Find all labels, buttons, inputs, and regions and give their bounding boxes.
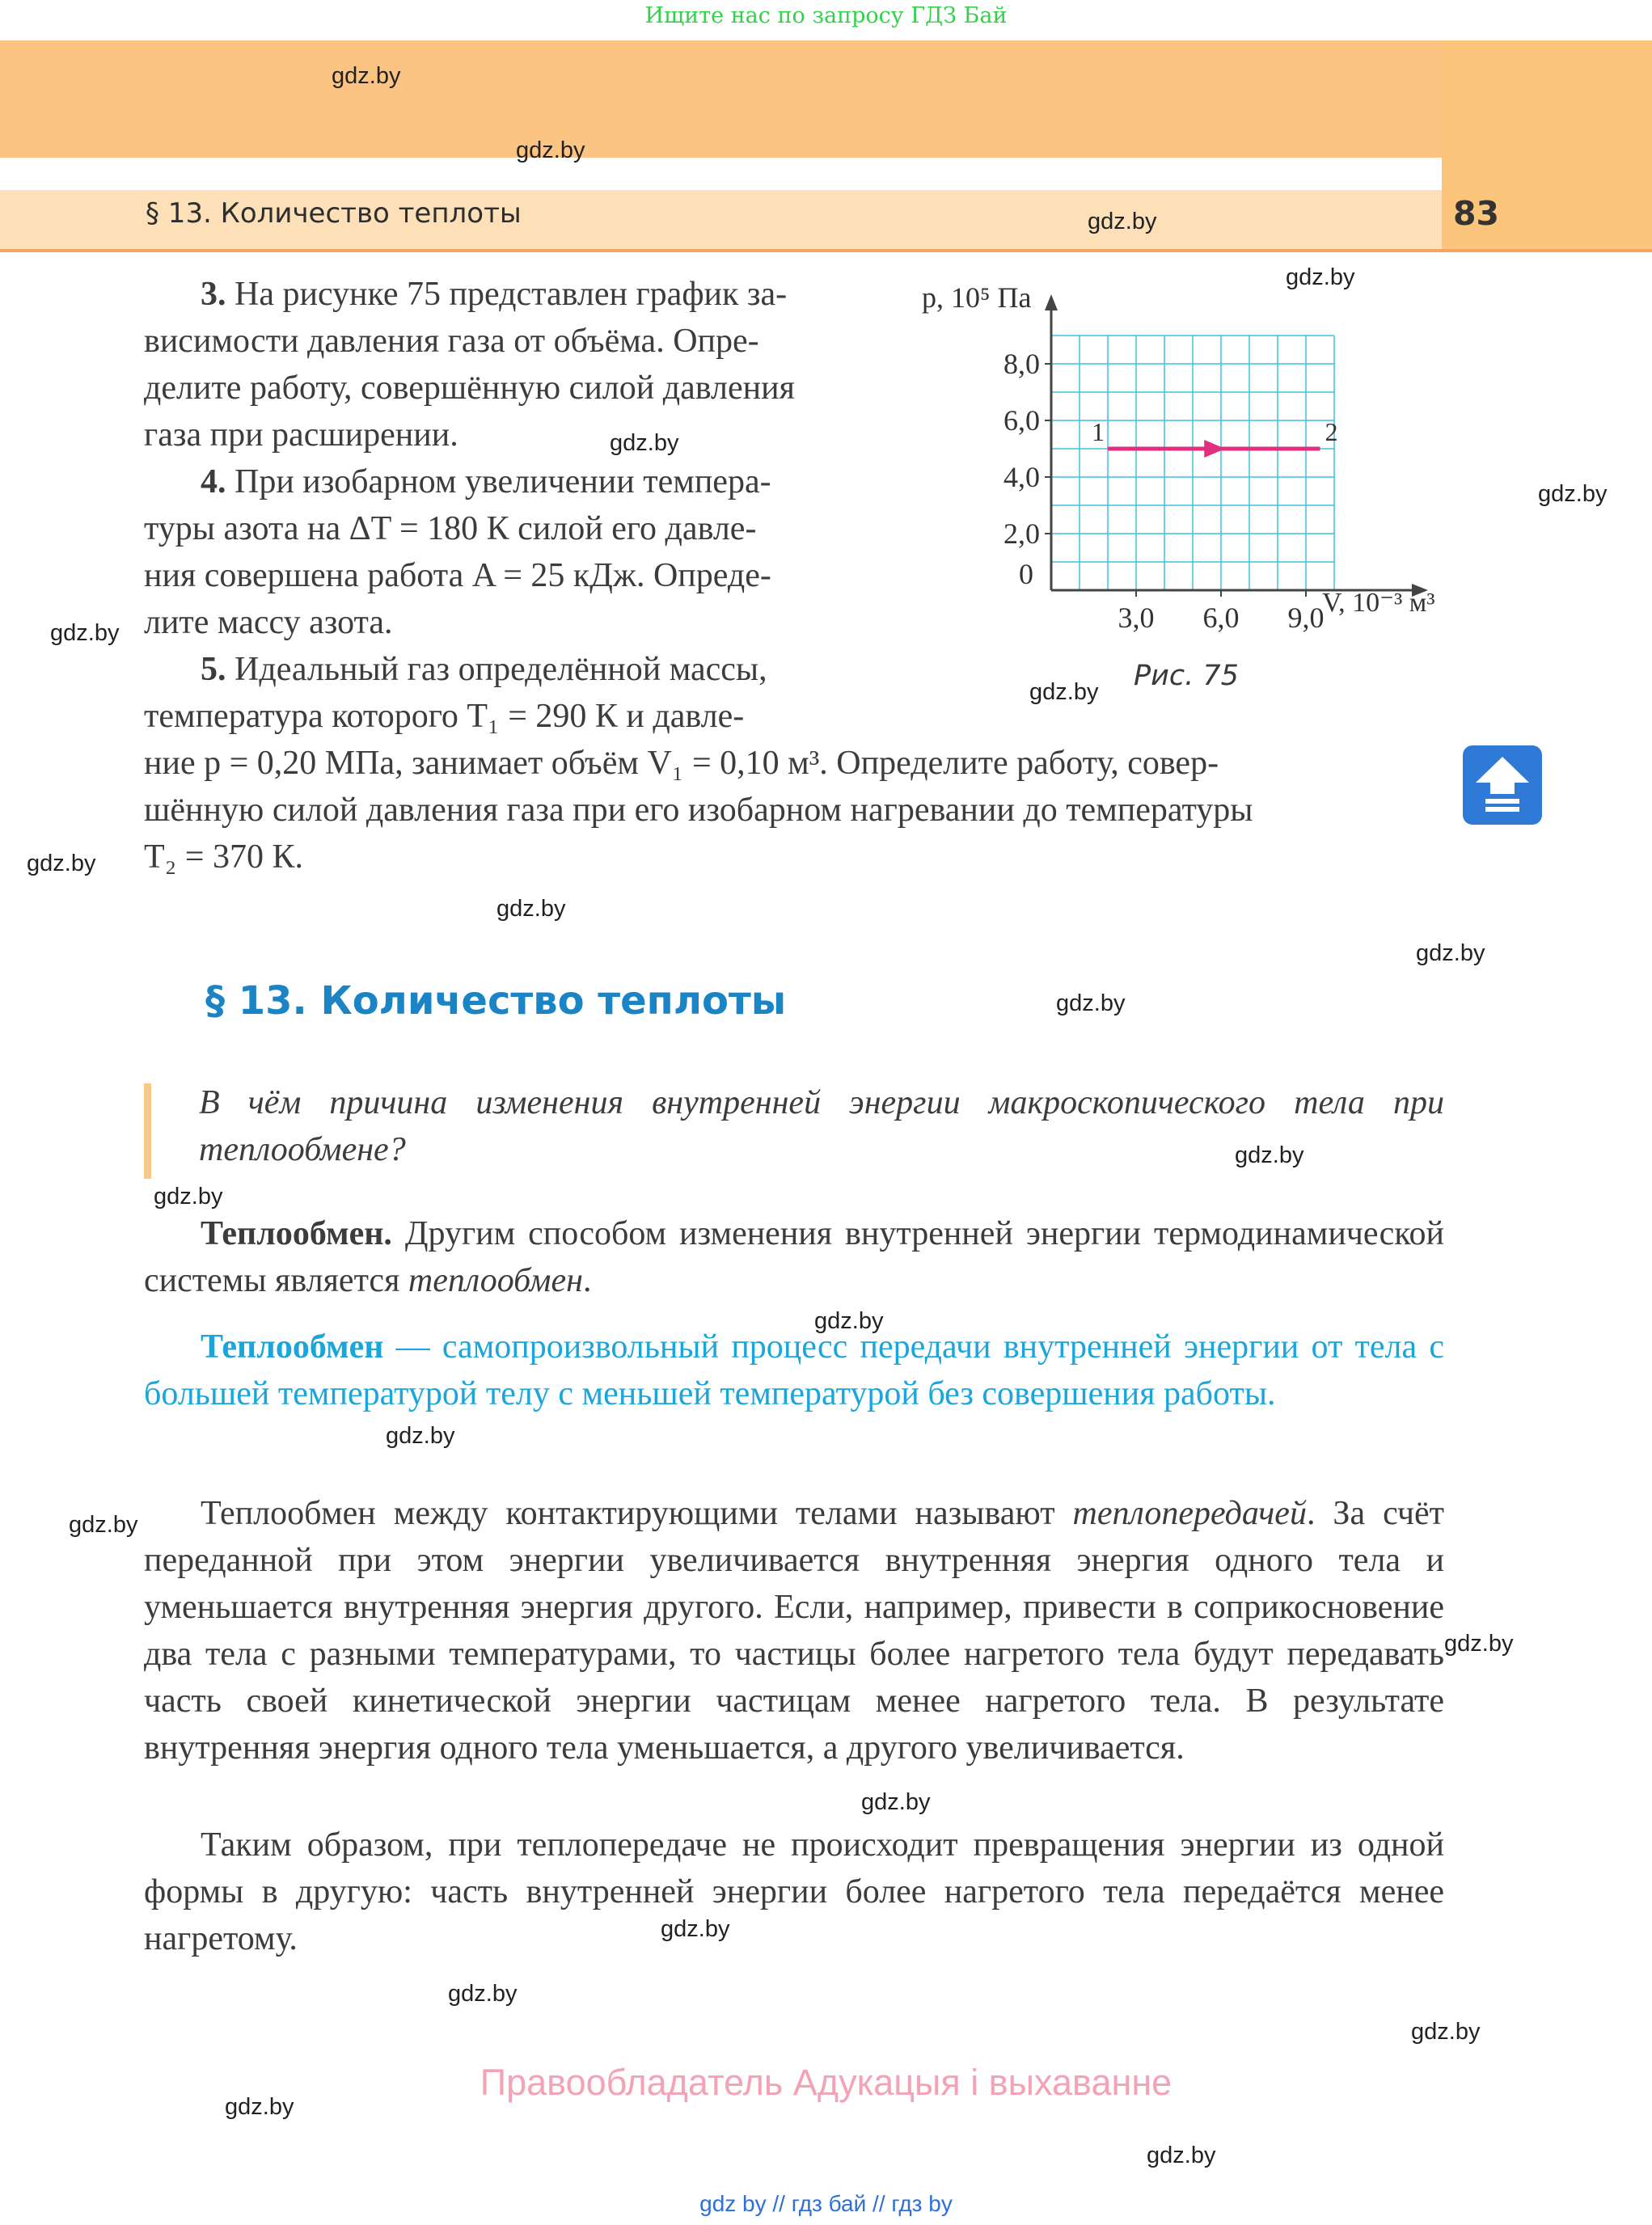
figure-caption: Рис. 75 [1134, 660, 1239, 692]
origin-label: 0 [1019, 558, 1033, 590]
watermark: gdz.by [861, 1789, 931, 1815]
up-arrow-icon [1461, 744, 1544, 826]
watermark: gdz.by [1538, 481, 1608, 507]
watermark: gdz.by [225, 2094, 294, 2120]
text-line: Идеальный газ определённой массы, [234, 651, 767, 688]
page-number: 83 [1453, 194, 1500, 233]
watermark: gdz.by [1286, 264, 1355, 290]
y-tick-label: 2,0 [1003, 517, 1040, 550]
text-line: ния совершена работа A = 25 кДж. Опреде- [144, 557, 771, 594]
watermark: gdz.by [69, 1512, 138, 1538]
watermark: gdz.by [1147, 2143, 1216, 2168]
text-line: газа при расширении. [144, 416, 458, 454]
text-line: На рисунке 75 представлен график за- [234, 276, 788, 313]
watermark: gdz.by [1235, 1142, 1304, 1168]
running-title: § 13. Количество теплоты [146, 197, 522, 230]
watermark: gdz.by [1416, 940, 1485, 966]
problem-number: 3. [201, 276, 226, 313]
pv-chart [914, 267, 1464, 720]
header-divider [0, 249, 1652, 252]
watermark: gdz.by [1029, 679, 1099, 705]
watermark: gdz.by [386, 1423, 455, 1449]
watermark: gdz.by [1444, 1631, 1514, 1657]
y-tick-label: 4,0 [1003, 461, 1040, 493]
y-axis-arrow [1045, 294, 1058, 310]
x-tick-label: 6,0 [1202, 602, 1240, 634]
y-axis-label: p, 10⁵ Па [922, 281, 1032, 314]
watermark: gdz.by [1411, 2019, 1481, 2045]
y-tick-label: 6,0 [1003, 404, 1040, 437]
header-band [0, 40, 1442, 158]
point-label-1: 1 [1092, 417, 1105, 446]
question-marker [144, 1083, 151, 1179]
watermark: gdz.by [516, 137, 585, 163]
definition-text: — самопроизвольный процесс передачи внутренней энергии от тела с большей температурой телу с меньшей температурой без совершения работы. [144, 1328, 1444, 1412]
section-heading: § 13. Количество теплоты [205, 978, 787, 1024]
problem-3 [144, 271, 872, 458]
scroll-up-button[interactable] [1461, 744, 1544, 826]
watermark: gdz.by [50, 620, 120, 646]
footer-links[interactable]: gdz by // гдз бай // гдз by [699, 2191, 953, 2216]
term-heading: Теплообмен. [201, 1215, 392, 1252]
watermark: gdz.by [332, 63, 401, 89]
chart-series [1092, 417, 1338, 458]
text-line: температура которого T₁ = 290 К и давле- [144, 698, 745, 735]
x-tick-label: 9,0 [1287, 602, 1325, 634]
watermark: gdz.by [448, 1981, 518, 2007]
intro-italic: теплообмен [408, 1262, 583, 1299]
problem-4 [144, 458, 872, 646]
watermark: gdz.by [661, 1916, 730, 1942]
watermark: gdz.by [1088, 209, 1157, 234]
para1-rest: За счёт переданной при этом энергии увеличивается внутренняя энергия одного тела и уменьшается внутренняя энергия другого. Если, например, привести в соприкосновение два тела с разными температурами, то частицы более нагретого тела будут передавать часть своей кинетической энергии частицам менее нагретого тела. В результате внутренняя энергия одного тела уменьшается, а другого увеличивается. [144, 1495, 1444, 1767]
definition [144, 1324, 1444, 1417]
watermark: gdz.by [814, 1308, 884, 1334]
text-line: шённую силой давления газа при его изобарном нагревании до температуры [144, 792, 1253, 829]
watermark: gdz.by [154, 1184, 223, 1210]
text-line: лите массу азота. [144, 604, 393, 641]
paragraph-heat-transfer: Теплообмен между контактирующими телами называют теплопередачей. За счёт переданной при этом энергии увеличивается внутренняя энергия одного тела и уменьшается внутренняя энергия другого. Если, например, привести в соприкосновение два тела с разными температурами, то частицы более нагретого тела будут передавать часть своей кинетической энергии частицам менее нагретого тела. В результате внутренняя энергия одного тела уменьшается, а другого увеличивается. [144, 1495, 1444, 1767]
para1-start: Теплообмен между контактирующими телами называют [201, 1495, 1055, 1532]
section-question: В чём причина изменения внутренней энергии макроскопического тела при теплообмене? [199, 1084, 1444, 1168]
problem-number: 5. [201, 651, 226, 688]
x-axis-label: V, 10⁻³ м³ [1322, 588, 1435, 618]
problem-number: 4. [201, 463, 226, 500]
problem-5-continued [144, 740, 1444, 880]
watermark: gdz.by [27, 851, 96, 876]
text-line: T₂ = 370 К. [144, 838, 303, 876]
y-tick-label: 8,0 [1003, 348, 1040, 380]
text-line: ние p = 0,20 МПа, занимает объём V₁ = 0,10 м³. Определите работу, совер- [144, 745, 1219, 782]
x-tick-label: 3,0 [1118, 602, 1155, 634]
text-line: При изобарном увеличении темпера- [234, 463, 771, 500]
watermark: gdz.by [610, 430, 679, 456]
watermark: gdz.by [1056, 990, 1126, 1016]
para1-italic: теплопередачей [1072, 1495, 1307, 1532]
top-banner[interactable]: Ищите нас по запросу ГДЗ Бай [644, 3, 1008, 28]
copyright-notice: Правообладатель Адукацыя і выхаванне [480, 2062, 1172, 2103]
watermark: gdz.by [496, 896, 566, 922]
chart-grid [1051, 336, 1334, 590]
problem-5 [144, 646, 872, 740]
text-line: туры азота на ΔT = 180 К силой его давле- [144, 510, 757, 547]
definition-term: Теплообмен [201, 1328, 384, 1366]
point-label-2: 2 [1325, 417, 1338, 446]
text-line: делите работу, совершённую силой давления [144, 369, 795, 407]
intro-paragraph: Теплообмен. Другим способом изменения внутренней энергии термодинамической системы является теплообмен. [144, 1215, 1445, 1299]
text-line: висимости давления газа от объёма. Опре- [144, 323, 759, 360]
intro-text: Другим способом изменения внутренней энергии термодинамической системы является [144, 1215, 1445, 1299]
paragraph-conclusion: Таким образом, при теплопередаче не происходит превращения энергии из одной формы в другую: часть внутренней энергии более нагретого тела передаётся менее нагретому. [144, 1826, 1444, 1957]
direction-arrow [1204, 440, 1225, 458]
